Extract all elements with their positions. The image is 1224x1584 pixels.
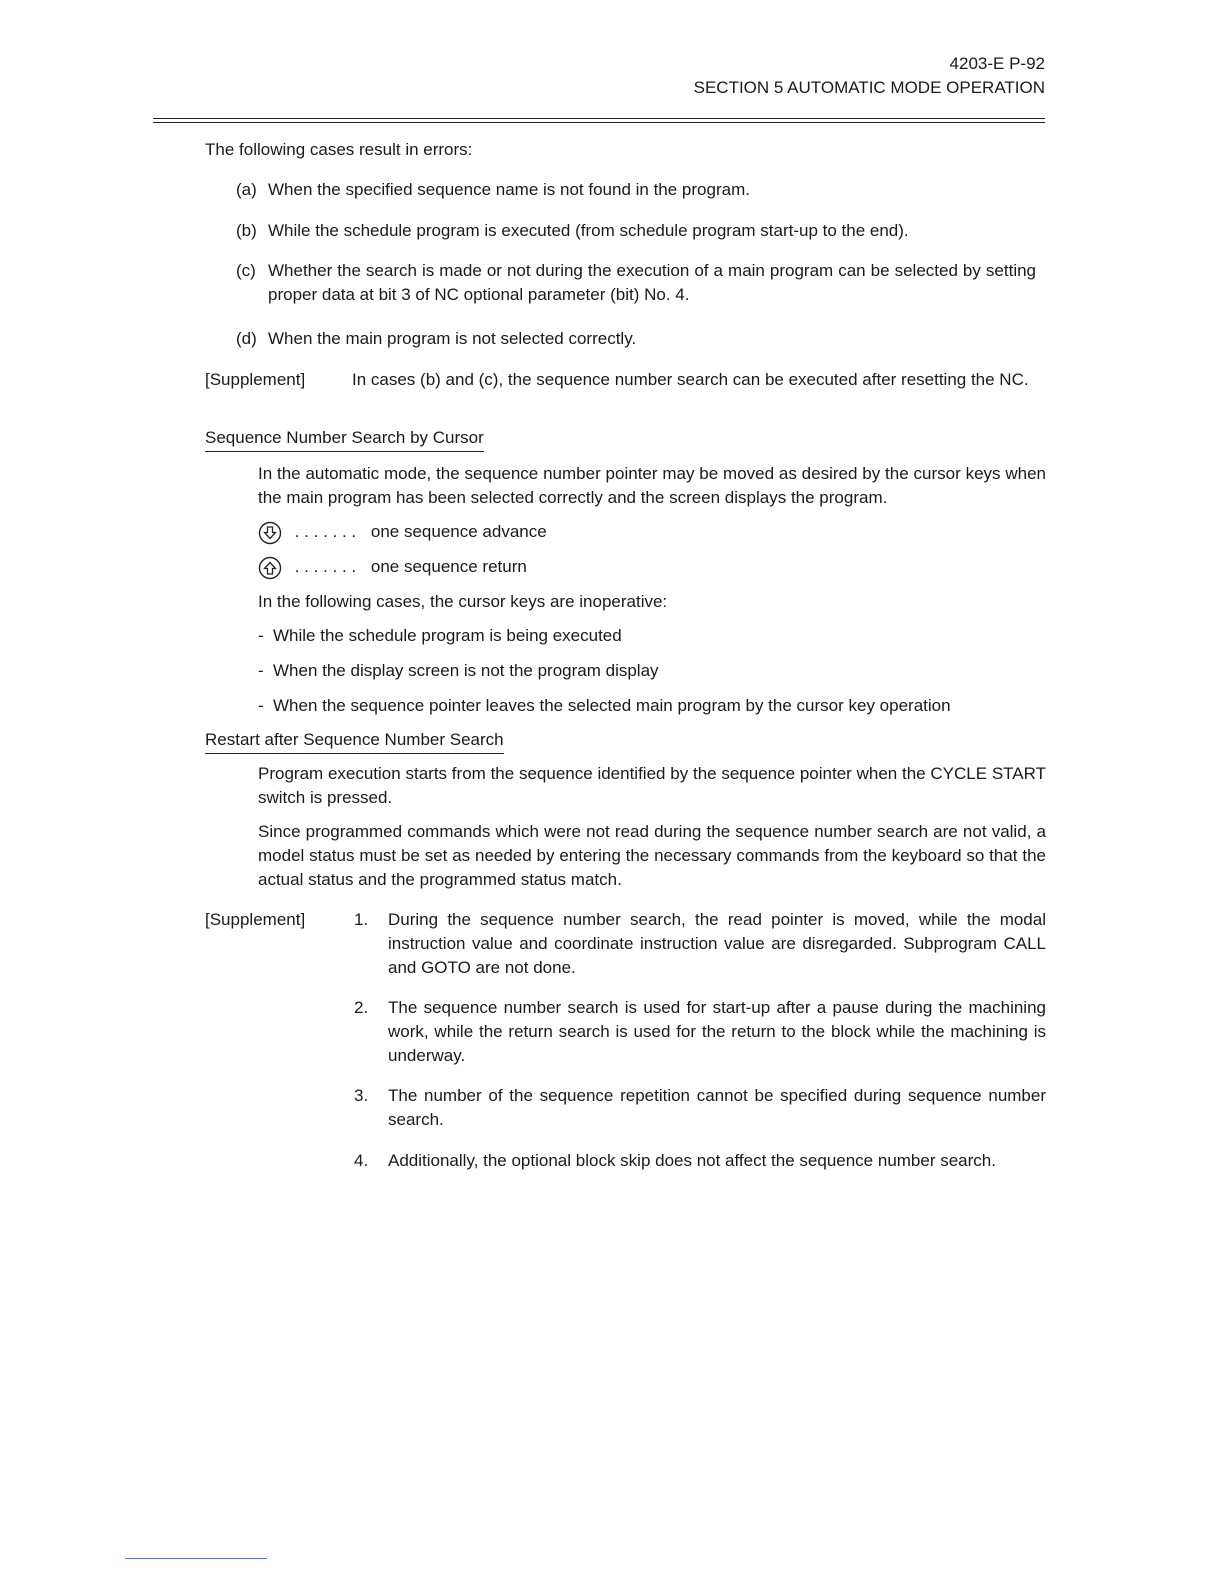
inoperative-intro: In the following cases, the cursor keys are inoperative: (258, 592, 668, 611)
restart-paragraph: Program execution starts from the sequence identified by the sequence pointer when the CYCLE START switch is pressed. (258, 764, 1046, 807)
bullet-mark: - (258, 696, 264, 715)
bullet-mark: - (258, 661, 264, 680)
restart-paragraph: Since programmed commands which were not read during the sequence number search are not valid, a model status must be set as needed by entering the necessary commands from the keyboard so that the actual status and the programmed status match. (258, 822, 1046, 889)
error-item-text: When the specified sequence name is not found in the program. (268, 180, 750, 199)
supplement-item-text: Additionally, the optional block skip does not affect the sequence number search. (388, 1151, 996, 1170)
error-item-text: Whether the search is made or not during the execution of a main program can be selected by setting proper data at bit 3 of NC optional parameter (bit) No. 4. (268, 261, 1036, 304)
key-description: one sequence advance (370, 522, 547, 541)
cursor-up-key-icon (258, 556, 282, 580)
supplement-item-text: During the sequence number search, the read pointer is moved, while the modal instruction value and coordinate instruction value are disregarded. Subprogram CALL and GOTO are not done. (388, 910, 1046, 977)
error-item-label: (c) (236, 261, 256, 280)
supplement-item-number: 4. (354, 1151, 369, 1170)
supplement-label: [Supplement] (205, 370, 306, 389)
key-dots: . . . . . . . (294, 557, 357, 576)
supplement-item-number: 1. (354, 910, 369, 929)
key-row-advance (258, 520, 547, 545)
bullet-mark: - (258, 626, 264, 645)
key-dots: . . . . . . . (294, 522, 357, 541)
supplement-text: In cases (b) and (c), the sequence number search can be executed after resetting the NC. (352, 370, 1029, 389)
supplement-item-text: The sequence number search is used for start-up after a pause during the machining work, while the return search is used for the return to the block while the machining is underway. (388, 998, 1046, 1065)
footer-line (125, 1558, 267, 1559)
restart-heading: Restart after Sequence Number Search (205, 728, 504, 754)
error-item-text: While the schedule program is executed (from schedule program start-up to the end). (268, 221, 909, 240)
supplement-label: [Supplement] (205, 910, 306, 929)
supplement-item-number: 2. (354, 998, 369, 1017)
error-item-text: When the main program is not selected correctly. (268, 329, 637, 348)
inoperative-bullet: When the sequence pointer leaves the selected main program by the cursor key operation (273, 696, 951, 715)
supplement-item-number: 3. (354, 1086, 369, 1105)
document-page-number: 4203-E P-92 (949, 54, 1045, 73)
inoperative-bullet: When the display screen is not the program display (273, 661, 659, 680)
supplement-item-text: The number of the sequence repetition cannot be specified during sequence number search. (388, 1086, 1046, 1129)
key-description: one sequence return (370, 557, 527, 576)
inoperative-bullet: While the schedule program is being executed (273, 626, 622, 645)
cursor-search-heading: Sequence Number Search by Cursor (205, 426, 484, 452)
key-row-return (258, 555, 527, 580)
cursor-down-key-icon (258, 521, 282, 545)
errors-intro: The following cases result in errors: (205, 140, 473, 159)
error-item-label: (d) (236, 329, 257, 348)
cursor-search-intro: In the automatic mode, the sequence number pointer may be moved as desired by the cursor keys when the main program has been selected correctly and the screen displays the program. (258, 464, 1046, 507)
error-item-label: (b) (236, 221, 257, 240)
header-rule-thin (153, 122, 1045, 123)
page-header (694, 52, 1045, 100)
section-title: SECTION 5 AUTOMATIC MODE OPERATION (693, 78, 1045, 97)
error-item-label: (a) (236, 180, 257, 199)
header-rule (153, 118, 1045, 119)
